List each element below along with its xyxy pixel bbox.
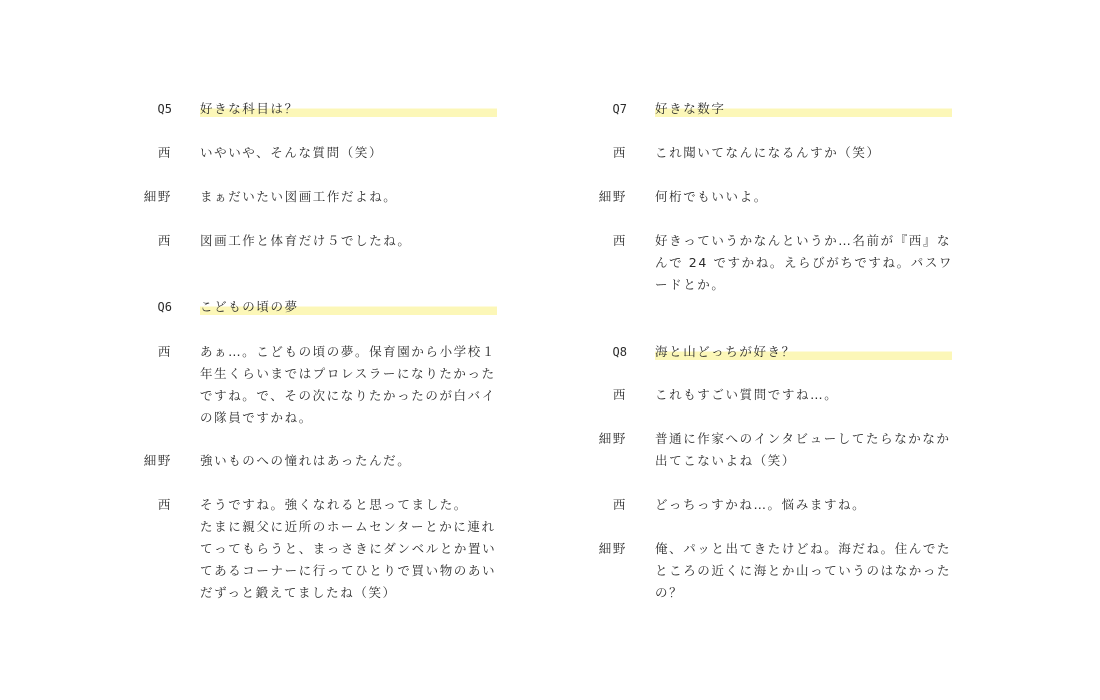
question-title: 好きな科目は？ [200,101,497,117]
answer-text: そうですね。強くなれると思ってました。 たまに親父に近所のホームセンターとかに連れ てってもらうと、まっさきにダンベルとか置い てあるコーナーに行ってひとりで買い物のあい だずっと鍛えてましたね（笑） [200,497,497,600]
answer-text: 普通に作家へのインタビューしてたらなかなか 出てこないよね（笑） [655,431,951,468]
answer-text: 好きっていうかなんというか…名前が『西』な んで 24 ですかね。えらびがちですね。パスワ ードとか。 [655,233,954,292]
speaker-name: 西 [157,233,172,248]
speaker-name: 西 [612,387,627,402]
answer-text: まぁだいたい図画工作だよね。 [200,189,398,204]
speaker-name: 細野 [598,431,627,446]
answer-text: どっちっすかね…。悩みますね。 [655,497,867,512]
speaker-name: 西 [612,233,627,248]
question-number: Q6 [157,300,172,314]
speaker-name: 細野 [143,189,172,204]
question-title: こどもの頃の夢 [200,299,497,315]
speaker-name: 西 [157,145,172,160]
question-number: Q8 [612,345,627,359]
speaker-name: 西 [157,344,172,359]
speaker-name: 西 [157,497,172,512]
answer-text: 図画工作と体育だけ５でしたね。 [200,233,412,248]
answer-text: これもすごい質問ですね…。 [655,387,839,402]
question-number: Q7 [612,102,627,116]
answer-text: あぁ…。こどもの頃の夢。保育園から小学校１ 年生くらいまではプロレスラーになりたかった ですね。で、その次になりたかったのが白バイ の隊員ですかね。 [200,344,496,425]
question-title: 好きな数字 [655,101,952,117]
answer-text: 強いものへの憧れはあったんだ。 [200,453,412,468]
speaker-name: 西 [612,497,627,512]
speaker-name: 西 [612,145,627,160]
question-number: Q5 [157,102,172,116]
speaker-name: 細野 [143,453,172,468]
answer-text: いやいや、そんな質問（笑） [200,145,384,160]
answer-text: 何桁でもいいよ。 [655,189,768,204]
speaker-name: 細野 [598,541,627,556]
question-title: 海と山どっちが好き？ [655,344,952,360]
answer-text: これ聞いてなんになるんすか（笑） [655,145,881,160]
answer-text: 俺、パッと出てきたけどね。海だね。住んでた ところの近くに海とか山っていうのはなかった の？ [655,541,952,600]
speaker-name: 細野 [598,189,627,204]
